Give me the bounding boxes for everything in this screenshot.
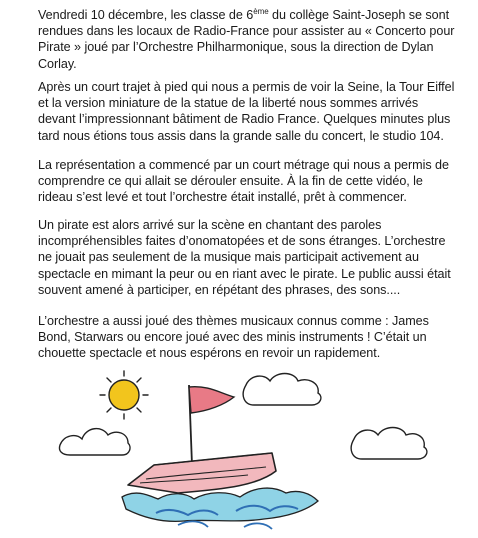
paragraph-conclusion: L’orchestre a aussi joué des thèmes musicaux connus comme : James Bond, Starwars ou encore joué avec des minis instruments ! C’était un chouette spectacle et nous espérons en revoir un rapidement. bbox=[38, 314, 429, 361]
paragraph-intro bbox=[38, 7, 458, 72]
intro-text-end: du collège Saint-Joseph se sont rendues dans les locaux de Radio-France pour assister au « Concerto pour Pirate » joué par l’Orchestre Philharmonique, sous la direction de Dylan Corlay. bbox=[38, 8, 455, 71]
cloud-left-icon bbox=[59, 429, 130, 455]
sea-waves-icon bbox=[122, 488, 318, 529]
paragraph-pirate: Un pirate est alors arrivé sur la scène en chantant des paroles incompréhensibles faites d’onomatopées et de sons étranges. L’orchestre ne jouait pas seulement de la musique mais participait activement au spectacle en mimant la peur ou en riant avec le pirate. Le public aussi était souvent amené à participer, en répétant des phrases, des sons.... bbox=[38, 218, 451, 297]
sun-icon bbox=[100, 371, 148, 419]
paragraph-trip: Après un court trajet à pied qui nous a permis de voir la Seine, la Tour Eiffel et la version miniature de la statue de la liberté nous sommes arrivés devant l’impressionnant bâtiment de Radio France. Quelques minutes plus tard nous étions tous assis dans la grande salle du concert, le studio 104. bbox=[38, 80, 455, 143]
boat-drawing-icon bbox=[58, 367, 448, 535]
ordinal-superscript: ème bbox=[253, 6, 269, 16]
paragraph-film: La représentation a commencé par un court métrage qui nous a permis de comprendre ce qui allait se dérouler ensuite. À la fin de cette vidéo, le rideau s’est levé et tout l’orchestre était installé, prêt à commencer. bbox=[38, 158, 449, 205]
boat-hull-icon bbox=[128, 453, 276, 493]
cloud-right-icon bbox=[243, 374, 427, 460]
mast-flag-icon bbox=[189, 385, 234, 465]
intro-text-start: Vendredi 10 décembre, les classe de 6 bbox=[38, 8, 254, 22]
